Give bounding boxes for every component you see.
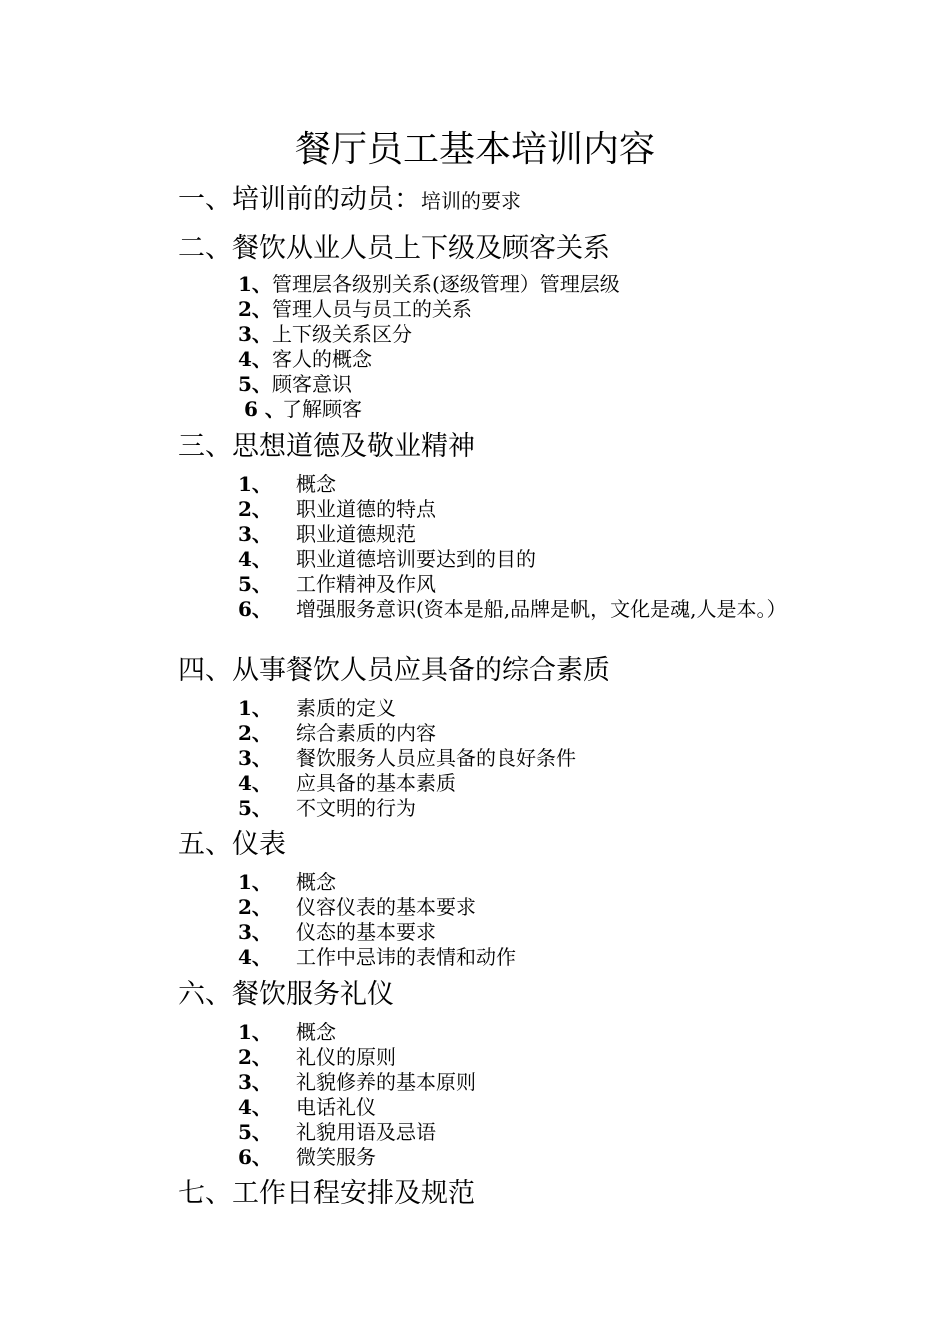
list-item <box>178 547 536 572</box>
list-item <box>178 522 475 547</box>
item-text: 仪容仪表的基本要求 <box>296 895 476 919</box>
item-number: 3、 <box>238 920 272 944</box>
list-item <box>178 1145 394 1170</box>
section-4 <box>178 653 610 821</box>
section-items <box>178 870 516 970</box>
list-item <box>178 597 787 647</box>
item-text: 工作中忌讳的表情和动作 <box>296 945 516 969</box>
list-item <box>178 870 336 895</box>
item-number: 5、 <box>238 372 272 396</box>
section-heading: 六、餐饮服务礼仪 <box>178 979 394 1010</box>
item-text: 餐饮服务人员应具备的良好条件 <box>296 746 576 770</box>
item-text: 综合素质的内容 <box>296 721 436 745</box>
item-number: 3、 <box>238 746 272 770</box>
item-text: 工作精神及作风 <box>296 572 436 596</box>
section-1 <box>178 182 521 219</box>
list-item <box>178 796 610 821</box>
item-text: 电话礼仪 <box>296 1095 376 1119</box>
item-text: 概念 <box>296 472 336 496</box>
item-text: 职业道德的特点 <box>296 497 436 521</box>
item-text: 管理人员与员工的关系 <box>272 297 472 321</box>
page-title: 餐厅员工基本培训内容 <box>294 129 655 170</box>
item-number: 4、 <box>238 347 272 371</box>
section-heading: 四、从事餐饮人员应具备的综合素质 <box>178 655 610 686</box>
list-item <box>178 1045 394 1070</box>
section-items <box>178 472 787 647</box>
item-number: 4、 <box>238 771 272 795</box>
item-number: 6 、 <box>244 397 285 421</box>
list-item <box>178 497 475 522</box>
section-heading: 三、思想道德及敬业精神 <box>178 431 475 462</box>
item-text: 素质的定义 <box>296 696 396 720</box>
list-item <box>178 1095 394 1120</box>
list-item <box>178 372 610 397</box>
list-item <box>178 397 610 422</box>
item-text: 概念 <box>296 1020 336 1044</box>
list-item <box>178 945 516 970</box>
section-heading: 五、仪表 <box>178 829 286 860</box>
item-text: 职业道德规范 <box>296 522 416 546</box>
item-number: 1、 <box>238 1020 272 1044</box>
section-6 <box>178 977 476 1170</box>
item-text: 增强服务意识(资本是船,品牌是帆，文化是魂,人是本。） <box>296 597 787 621</box>
list-item <box>178 1020 394 1045</box>
item-text: 了解顾客 <box>282 397 362 421</box>
item-text: 顾客意识 <box>272 372 352 396</box>
section-heading <box>178 182 521 219</box>
list-item <box>178 472 475 497</box>
item-number: 2、 <box>238 1045 272 1069</box>
item-number: 4、 <box>238 1095 272 1119</box>
section-items <box>178 272 620 422</box>
list-item <box>178 771 610 796</box>
section-heading-text: 一、培训前的动员： <box>178 184 421 215</box>
item-number: 2、 <box>238 721 272 745</box>
list-item <box>178 1120 436 1145</box>
item-number: 1、 <box>238 696 272 720</box>
item-number: 3、 <box>238 522 272 546</box>
item-number: 5、 <box>238 1120 272 1144</box>
list-item <box>178 895 476 920</box>
section-heading-sub: 培训的要求 <box>421 189 521 213</box>
item-number: 3、 <box>238 322 272 346</box>
item-text: 礼貌修养的基本原则 <box>296 1070 476 1094</box>
item-text: 管理层各级别关系(逐级管理）管理层级 <box>272 272 620 296</box>
item-number: 5、 <box>238 572 272 596</box>
list-item <box>178 322 610 347</box>
item-text: 职业道德培训要达到的目的 <box>296 547 536 571</box>
item-number: 2、 <box>238 895 272 919</box>
item-number: 1、 <box>238 870 272 894</box>
list-item <box>178 696 610 721</box>
item-text: 客人的概念 <box>272 347 372 371</box>
item-number: 4、 <box>238 547 272 571</box>
item-number: 1、 <box>238 272 272 296</box>
item-text: 礼貌用语及忌语 <box>296 1120 436 1144</box>
list-item <box>178 920 436 945</box>
item-number: 1、 <box>238 472 272 496</box>
item-number: 3、 <box>238 1070 272 1094</box>
item-number: 2、 <box>238 497 272 521</box>
list-item <box>178 272 620 297</box>
section-7 <box>178 1176 475 1212</box>
item-number: 4、 <box>238 945 272 969</box>
list-item <box>178 297 610 322</box>
item-number: 6、 <box>238 597 272 621</box>
list-item <box>178 1070 476 1095</box>
section-items <box>178 696 610 821</box>
list-item <box>178 721 610 746</box>
item-text: 不文明的行为 <box>296 796 416 820</box>
item-number: 2、 <box>238 297 272 321</box>
list-item <box>178 572 475 597</box>
item-text: 概念 <box>296 870 336 894</box>
list-item <box>178 746 610 771</box>
item-text: 上下级关系区分 <box>272 322 412 346</box>
section-2 <box>178 231 620 422</box>
section-heading: 七、工作日程安排及规范 <box>178 1178 475 1209</box>
item-text: 仪态的基本要求 <box>296 920 436 944</box>
item-text: 微笑服务 <box>296 1145 376 1169</box>
item-number: 5、 <box>238 796 272 820</box>
item-text: 应具备的基本素质 <box>296 771 456 795</box>
list-item <box>178 347 610 372</box>
item-number: 6、 <box>238 1145 272 1169</box>
section-items <box>178 1020 476 1170</box>
section-heading: 二、餐饮从业人员上下级及顾客关系 <box>178 233 610 264</box>
section-3 <box>178 429 787 647</box>
item-text: 礼仪的原则 <box>296 1045 396 1069</box>
section-5 <box>178 827 516 970</box>
